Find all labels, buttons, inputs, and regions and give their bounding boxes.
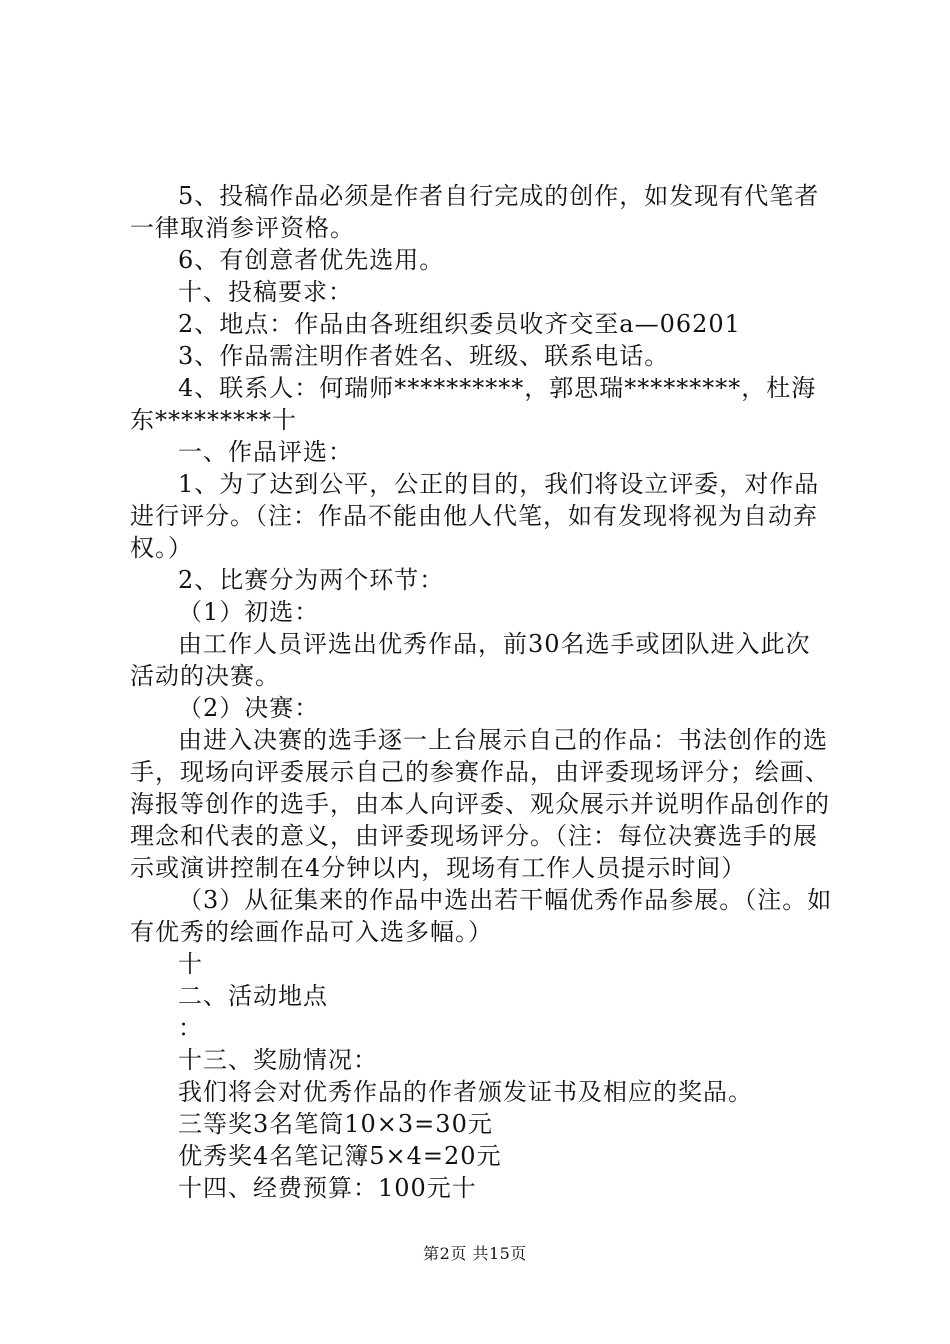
sub-heading: （1）初选： <box>178 598 320 626</box>
paragraph: 我们将会对优秀作品的作者颁发证书及相应的奖品。 <box>178 1078 753 1106</box>
sub-heading: （2）决赛： <box>178 694 320 722</box>
paragraph: ： <box>178 1014 203 1042</box>
paragraph: 5、投稿作品必须是作者自行完成的创作，如发现有代笔者一律取消参评资格。 <box>130 182 820 242</box>
paragraph: 十 <box>178 950 203 978</box>
section-heading: 十四、经费预算：100元十 <box>178 1174 477 1202</box>
paragraph: 3、作品需注明作者姓名、班级、联系电话。 <box>178 342 670 370</box>
document-body <box>130 180 835 1204</box>
page-indicator: 第2页 共15页 <box>423 1244 527 1263</box>
paragraph: 由工作人员评选出优秀作品，前30名选手或团队进入此次活动的决赛。 <box>130 630 811 690</box>
section-heading: 十、投稿要求： <box>178 278 353 306</box>
section-heading: 十三、奖励情况： <box>178 1046 378 1074</box>
section-heading: 二、活动地点 <box>178 982 328 1010</box>
paragraph: 2、比赛分为两个环节： <box>178 566 445 594</box>
paragraph: 6、有创意者优先选用。 <box>178 246 445 274</box>
page-footer <box>0 1244 950 1264</box>
paragraph: 三等奖3名笔筒10×3=30元 <box>178 1110 493 1138</box>
paragraph: 优秀奖4名笔记簿5×4=20元 <box>178 1142 502 1170</box>
paragraph: （3）从征集来的作品中选出若干幅优秀作品参展。（注。如有优秀的绘画作品可入选多幅。） <box>130 886 833 946</box>
section-heading: 一、作品评选： <box>178 438 353 466</box>
paragraph: 1、为了达到公平，公正的目的，我们将设立评委，对作品进行评分。（注：作品不能由他人代笔，如有发现将视为自动弃权。） <box>130 470 820 562</box>
paragraph: 由进入决赛的选手逐一上台展示自己的作品：书法创作的选手，现场向评委展示自己的参赛作品，由评委现场评分；绘画、海报等创作的选手，由本人向评委、观众展示并说明作品创作的理念和代表的意义，由评委现场评分。（注：每位决赛选手的展示或演讲控制在4分钟以内，现场有工作人员提示时间） <box>130 726 830 882</box>
paragraph: 4、联系人：何瑞师**********，郭思瑞*********，杜海东*********十 <box>130 374 817 434</box>
paragraph: 2、地点：作品由各班组织委员收齐交至a—06201 <box>178 310 741 338</box>
